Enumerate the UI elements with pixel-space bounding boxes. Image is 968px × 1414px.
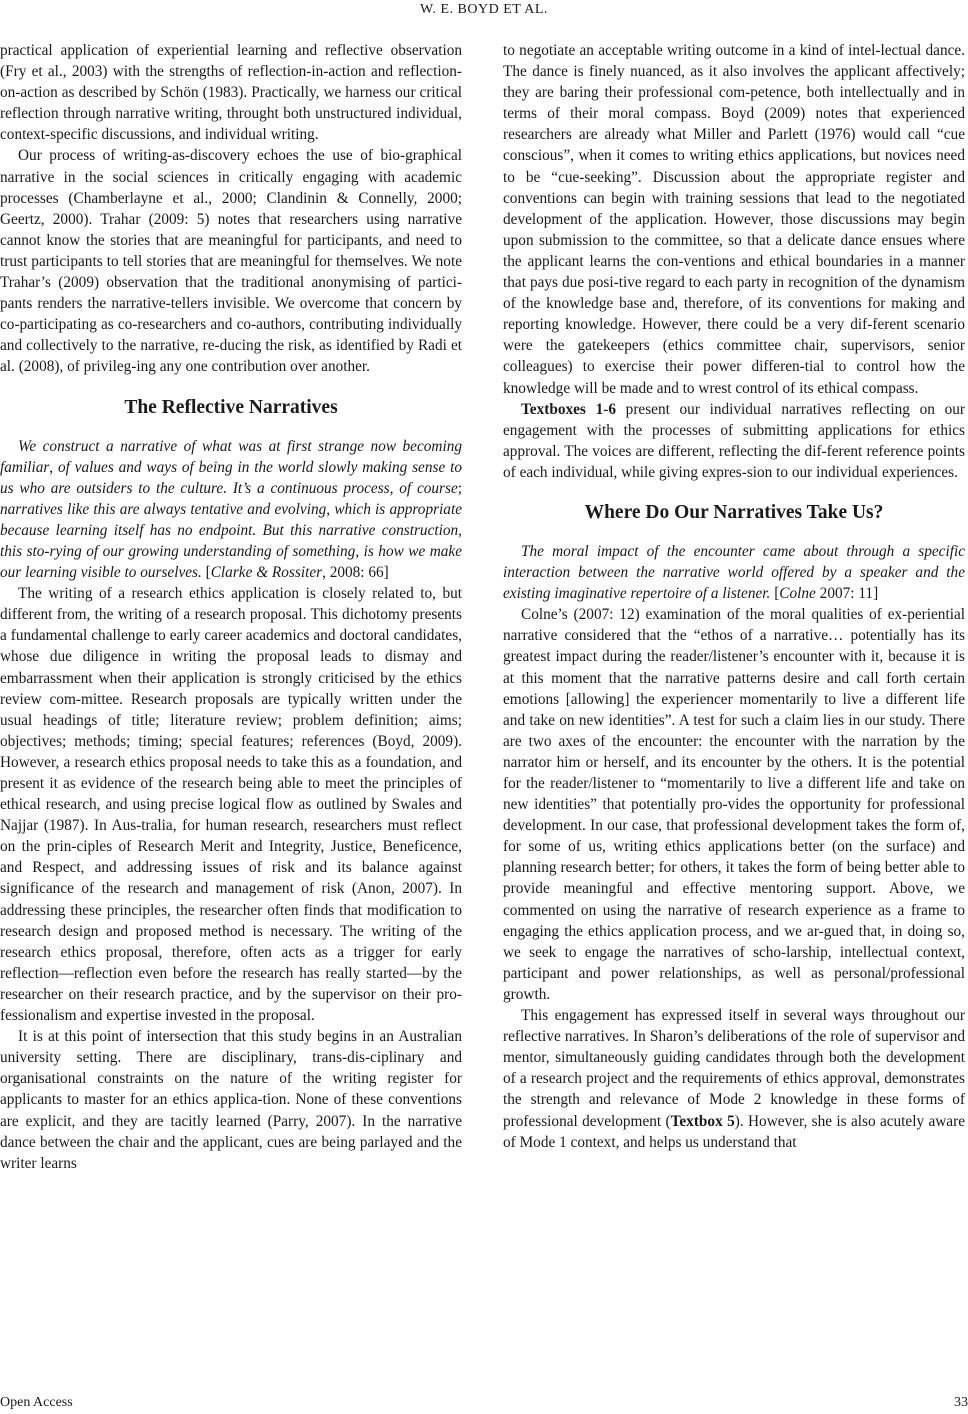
quote-text: , <box>49 458 58 476</box>
textbox-ref: 6 <box>608 400 616 418</box>
epigraph-quote <box>0 436 462 584</box>
quote-text: ; <box>457 479 462 497</box>
epigraph-quote <box>503 541 965 604</box>
footer-open-access: Open Access <box>0 1395 73 1410</box>
section-heading: Where Do Our Narratives Take Us? <box>584 501 884 523</box>
quote-text: of course <box>399 479 458 497</box>
quote-citation: Clarke & Rossiter <box>210 564 323 582</box>
quote-text: is how we make our learning visible to ourselves. <box>0 542 462 582</box>
paragraph: Our process of writing-as-discovery echoes the use of bio-graphical narrative in the social sciences in critically engaging with academic processes (Chamberlayne et al., 2000; Clandinin & Connelly, 2000; Geertz, 2000). Trahar (2009: 5) notes that researchers using narrative cannot know the stories that are meaningful for participants, and need to trust participants to tell stories that are meaningful for themselves. We note Trahar’s (2009) observation that the traditional anonymising of partici-pants renders the narrative-tellers invisible. We overcome that concern by co-participating as co-researchers and co-authors, contributing individually and collectively to the narrative, re-ducing the risk, as identified by Radi et al. (2008), of privileg-ing any one contribution over another. <box>0 147 462 376</box>
quote-text: The moral impact of the encounter came about through a specific interaction between the narrative world offered by a speaker and the existing imaginative repertoire of a listener. <box>503 542 965 603</box>
quote-text: this sto-rying of our growing understanding of something <box>0 542 356 560</box>
paragraph-text: - <box>603 400 609 418</box>
paragraph <box>503 1005 965 1153</box>
quote-text: narratives like this are always tentative and evolving <box>0 500 327 518</box>
paragraph: It is at this point of intersection that this study begins in an Australian university setting. There are disciplinary, trans-dis-ciplinary and organisational constraints on the nature of the writing register for applicants to master for an ethics applica-tion. None of these conventions are explicit, and they are tacitly learned (Parry, 2007). In the narrative dance between the chair and the applicant, cues are being parlayed and the writer learns <box>0 1028 462 1172</box>
section-heading: The Reflective Narratives <box>124 396 338 418</box>
quote-text: We construct a narrative of what was at first strange now becoming familiar <box>0 437 462 476</box>
left-column <box>0 40 462 1174</box>
textbox-ref: Textboxes 1 <box>521 400 604 418</box>
quote-text: , <box>326 500 335 518</box>
quote-citation: [ <box>770 585 780 603</box>
paragraph-text: ). However, she is also acutely aware of Mode 1 context, and helps us understand that <box>503 1112 965 1151</box>
paragraph: practical application of experiential learning and reflective observation (Fry et al., 2003) with the strengths of reflection-in-action and reflection-on-action as described by Schön (1983). Practically, we harness our critical reflection through narrative writing, throught both unstructured individual, context-specific discussions, and individual writing. <box>0 42 462 144</box>
quote-citation: [ <box>201 564 211 582</box>
page-number: 33 <box>954 1395 968 1410</box>
right-column <box>503 40 965 1153</box>
quote-citation: , 2008: 66] <box>322 564 389 582</box>
quote-text: , <box>355 542 364 560</box>
quote-text: , <box>389 479 400 497</box>
quote-citation: Colne <box>779 585 816 603</box>
paragraph: to negotiate an acceptable writing outcome in a kind of intel-lectual dance. The dance is finely nuanced, as it also involves the applicant affectively; they are baring their professional com-petence, both intellectually and in terms of their moral compass. Boyd (2009) notes that experienced researchers are already what Miller and Parlett (1976) would call “cue conscious”, when it comes to writing ethics applications, but novices need to be “cue-seeking”. Discussion about the appropriate register and conventions can begin with training sessions that lead to the negotiated development of the application. However, those discussions may begin upon submission to the committee, so that a delicate dance ensues where the applicant learns the con-ventions and ethical boundaries in a manner that pays due posi-tive regard to each party in recognition of the dynamism of the knowledge base and, therefore, of its conventions for making and reporting knowledge. However, there could be a very dif-ferent scenario were the gatekeepers (ethics committee chair, supervisors, senior colleagues) to exercise their power differen-tial to control how the knowledge will be made and to wrest control of its ethical compass. <box>503 42 965 397</box>
textbox-ref: Textbox 5 <box>670 1112 735 1130</box>
paragraph: Colne’s (2007: 12) examination of the moral qualities of ex-periential narrative considered that the “ethos of a narrative… potentially has its greatest impact during the reader/listener’s encounter with it, because it is at this moment that the narrative patterns desire and call forth certain emotions [allowing] the experiencer momentarily to live a different life and take on new identities”. A test for such a claim lies in our study. There are two axes of the encounter: the encounter with the narration by the narrator him or herself, and its encounter by the others. It is the potential for the reader/listener to “momentarily to live a different life and take on new identities” that potentially pro-vides the opportunity for professional development. In our case, that professional development takes the form of, for some of us, writing ethics applications better (on the surface) and planning research better; for others, it takes the form of being better able to provide meaningful and effective mentoring support. Above, we commented on using the narrative of research experience as a frame to engaging the ethics application process, and we ar-gued that, in doing so, we seek to engage the narratives of scho-larship, intellectual context, participant and power relationships, as well as personal/professional growth. <box>503 606 965 1003</box>
running-head: W. E. BOYD ET AL. <box>420 2 548 17</box>
paragraph <box>503 399 965 483</box>
quote-text: , <box>458 521 462 539</box>
paragraph-text: present our individual narratives reflecting on our engagement with the processes of submitting applications for ethics approval. The voices are different, reflecting the dif-ferent reference points of each individual, while giving expres-sion to our individual experiences. <box>503 400 965 481</box>
quote-text: which is appropriate because learning itself has no endpoint. But this narrative construction <box>0 500 462 539</box>
paragraph-text: This engagement has expressed itself in several ways throughout our reflective narratives. In Sharon’s deliberations of the role of supervisor and mentor, simultaneously guiding candidates through both the development of a research project and the requirements of ethics approval, demonstrates the strength and relevance of Mode 2 knowledge in these forms of professional development ( <box>503 1007 965 1130</box>
quote-text: of values and ways of being in the world slowly making sense to us who are outsiders to the culture. It’s a continuous process <box>0 458 462 497</box>
quote-citation: 2007: 11] <box>815 585 879 603</box>
paragraph: The writing of a research ethics application is closely related to, but different from, the writing of a research proposal. This dichotomy presents a fundamental challenge to early career academics and doctoral candidates, whose due diligence in writing the proposal leads to dismay and embarrassment when their application is strongly criticised by the ethics review com-mittee. Research proposals are typically written under the usual headings of title; literature review; problem definition; aims; objectives; methods; timing; special features; references (Boyd, 2009). However, a research ethics proposal needs to take this as a foundation, and present it as evidence of the research being able to meet the principles of ethical research, and using precise logical flow as outlined by Swales and Najjar (1987). In Aus-tralia, for human research, researchers must reflect on the prin-ciples of Research Merit and Integrity, Justice, Beneficence, and Respect, and addressing issues of risk and its balance against significance of the research and management of risk (Anon, 2007). In addressing these principles, the researcher often finds that modification to research design and proposed method is necessary. The writing of the research ethics proposal, therefore, often acts as a trigger for early reflection—reflection even before the research has really started—by the researcher on their research practice, and by the supervisor on their pro-fessionalism and expertise invested in the proposal. <box>0 585 462 1025</box>
